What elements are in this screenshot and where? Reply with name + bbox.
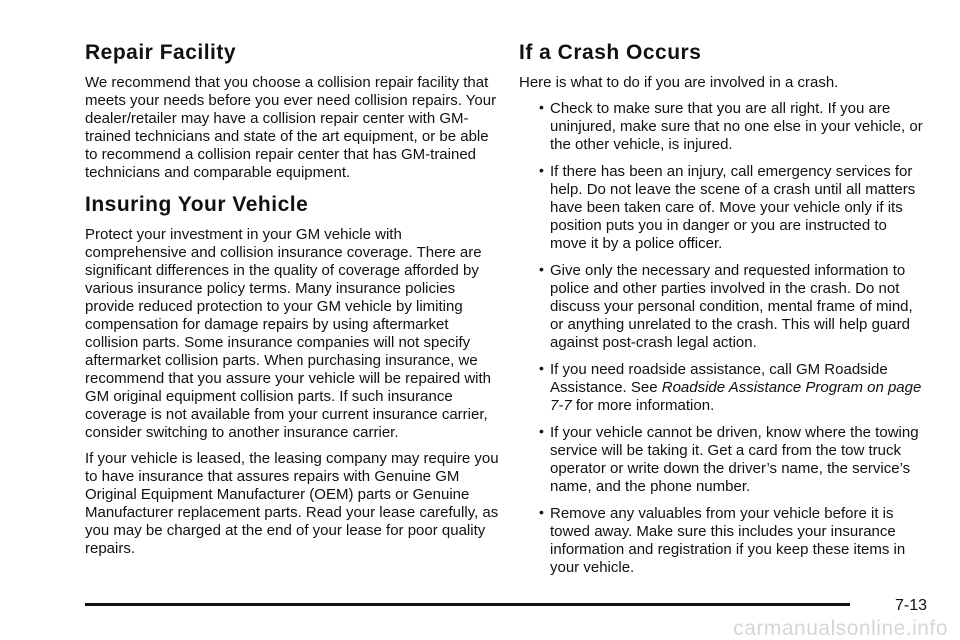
page-number: 7-13 bbox=[894, 597, 927, 614]
right-column bbox=[519, 40, 924, 586]
repair-facility-paragraph: We recommend that you choose a collision repair facility that meets your needs before you ever need collision repairs. Your dealer/retailer may have a collision repair center with GM-trained technicians and state of the art equipment, or be able to recommend a collision repair center that has GM-trained technicians and comparable equipment. bbox=[85, 74, 497, 182]
section-heading-insuring-vehicle: Insuring Your Vehicle bbox=[85, 193, 309, 217]
list-item-information: • Give only the necessary and requested information to police and other parties involved in the crash. Do not discuss your personal condition, mental frame of mind, or anything unrelated to the crash. This will help guard against post-crash legal action. bbox=[519, 262, 924, 352]
section-heading-repair-facility: Repair Facility bbox=[85, 41, 237, 64]
insurance-paragraph-1: Protect your investment in your GM vehicle with comprehensive and collision insurance coverage. There are significant differences in the quality of coverage afforded by various insurance policy terms. Many insurance policies provide reduced protection to your GM vehicle by limiting compensation for damage repairs by using aftermarket collision parts. Some insurance companies will not specify aftermarket collision parts. When purchasing insurance, we recommend that you assure your vehicle will be repaired with GM original equipment collision parts. If such insurance coverage is not available from your current insurance carrier, consider switching to another insurance carrier. bbox=[85, 226, 492, 442]
list-item-towing: • If your vehicle cannot be driven, know where the towing service will be taking it. Get a card from the tow truck operator or write down the driver’s name, the service’s name, and the phone number. bbox=[519, 424, 924, 496]
roadside-text-before: If you need roadside assistance, call GM Roadside Assistance. See bbox=[550, 361, 888, 397]
crash-intro: Here is what to do if you are involved in a crash. bbox=[519, 74, 839, 92]
left-column bbox=[85, 40, 500, 566]
roadside-assistance-reference-link[interactable]: Roadside Assistance Program on page 7-7 bbox=[550, 379, 922, 415]
watermark: carmanualsonline.info bbox=[733, 617, 948, 640]
crash-steps-list bbox=[519, 100, 924, 577]
footer-rule bbox=[85, 603, 850, 606]
list-item-check-injuries: • Check to make sure that you are all right. If you are uninjured, make sure that no one else in your vehicle, or the other vehicle, is injured. bbox=[519, 100, 924, 154]
roadside-text-after: for more information. bbox=[571, 397, 715, 415]
list-item-emergency-services: • If there has been an injury, call emergency services for help. Do not leave the scene of a crash until all matters have been taken care of. Move your vehicle only if its position puts you in danger or you are instructed to move it by a police officer. bbox=[519, 163, 924, 253]
section-heading-crash: If a Crash Occurs bbox=[519, 41, 702, 64]
list-item-roadside-assistance bbox=[519, 361, 924, 415]
list-item-valuables: • Remove any valuables from your vehicle before it is towed away. Make sure this includes your insurance information and registration if you keep these items in your vehicle. bbox=[519, 505, 924, 577]
insurance-paragraph-2: If your vehicle is leased, the leasing company may require you to have insurance that assures repairs with Genuine GM Original Equipment Manufacturer (OEM) parts or Genuine Manufacturer replacement parts. Read your lease carefully, as you may be charged at the end of your lease for poor quality repairs. bbox=[85, 450, 499, 558]
